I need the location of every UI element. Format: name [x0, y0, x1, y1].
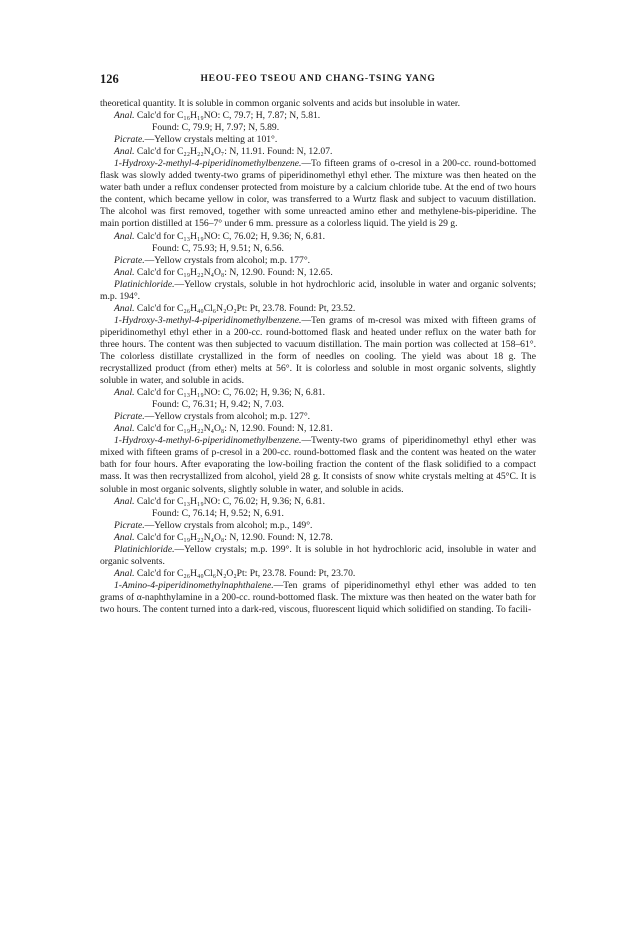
analysis-line: [100, 423, 536, 435]
derivative-text: —Yellow crystals from alcohol; m.p. 177°.: [144, 254, 311, 266]
derivative-label: Platinichloride.: [114, 278, 175, 290]
analysis-line: [100, 387, 536, 399]
derivative-line: [100, 520, 536, 532]
page-header: [100, 72, 536, 88]
derivative-line: [100, 544, 536, 568]
analysis-line: [100, 532, 536, 544]
analysis-text: Calc'd for C₂₂H₂₂N₄O₇: N, 11.91. Found: N, 12.07.: [134, 146, 333, 158]
compound-paragraph: [100, 435, 536, 495]
derivative-label: Picrate.: [114, 411, 145, 423]
found-text: Found: C, 75.93; H, 9.51; N, 6.56.: [152, 242, 284, 254]
analysis-text: Calc'd for C₁₃H₁₉NO: C, 76.02; H, 9.36; N, 6.81.: [134, 387, 325, 399]
analysis-label: Anal.: [114, 230, 135, 242]
analysis-line: [100, 496, 536, 508]
derivative-line: [100, 279, 536, 303]
derivative-text: —Yellow crystals from alcohol; m.p. 127°.: [144, 411, 311, 423]
analysis-text: Calc'd for C₂₆H₄₀Cl₆N₂O₂Pt: Pt, 23.78. Found: Pt, 23.52.: [134, 302, 356, 314]
found-line: [100, 243, 536, 255]
derivative-line: [100, 134, 536, 146]
derivative-text: —Yellow crystals, soluble in hot hydrochloric acid, insoluble in water and organic solvents; m.p. 194°.: [100, 278, 536, 302]
page-number: 126: [100, 72, 119, 86]
derivative-label: Platinichloride.: [114, 543, 175, 555]
analysis-text: Calc'd for C₁₉H₂₂N₄O₈: N, 12.90. Found: N, 12.78.: [134, 531, 333, 543]
analysis-label: Anal.: [114, 567, 135, 579]
analysis-label: Anal.: [114, 495, 135, 507]
derivative-label: Picrate.: [114, 134, 145, 146]
analysis-line: [100, 568, 536, 580]
analysis-line: [100, 267, 536, 279]
derivative-label: Picrate.: [114, 254, 145, 266]
paragraph-text: —Ten grams of m-cresol was mixed with fifteen grams of piperidinomethyl ethyl ether in a 200-cc. round-bottomed flask and heated under reflux on the water bath for three hours. The content was then subjected to vacuum distillation. The main portion was collected at 158–61°. The colorless distillate crystallized in the form of needles on cooling. The yield was about 18 g. The recrystallized product (from ether) melts at 56°. It is colorless and soluble in most organic solvents, slightly soluble in water, and soluble in acids.: [100, 314, 536, 387]
compound-paragraph: [100, 315, 536, 387]
analysis-label: Anal.: [114, 146, 135, 158]
found-text: Found: C, 76.31; H, 9.42; N, 7.03.: [152, 399, 284, 411]
analysis-label: Anal.: [114, 423, 135, 435]
analysis-text: Calc'd for C₁₃H₁₉NO: C, 76.02; H, 9.36; N, 6.81.: [134, 495, 325, 507]
compound-name: 1-Hydroxy-3-methyl-4-piperidinomethylbenzene.: [114, 314, 302, 326]
analysis-label: Anal.: [114, 531, 135, 543]
analysis-text: Calc'd for C₁₉H₂₂N₄O₈: N, 12.90. Found: N, 12.81.: [134, 423, 333, 435]
analysis-label: Anal.: [114, 266, 135, 278]
paragraph-text: theoretical quantity. It is soluble in common organic solvents and acids but insoluble in water.: [100, 98, 460, 109]
analysis-label: Anal.: [114, 110, 135, 122]
found-line: [100, 508, 536, 520]
derivative-line: [100, 411, 536, 423]
found-line: [100, 122, 536, 134]
derivative-text: —Yellow crystals melting at 101°.: [144, 134, 278, 146]
paragraph: [100, 98, 536, 110]
derivative-text: —Yellow crystals; m.p. 199°. It is soluble in hot hydrochloric acid, insoluble in water and organic solvents.: [100, 543, 536, 567]
paragraph-text: —Ten grams of piperidinomethyl ethyl ether was added to ten grams of α-naphthylamine in a 200-cc. round-bottomed flask. The mixture was then heated on the water bath for two hours. The content turned into a dark-red, viscous, fluorescent liquid which solidified on standing. To facili-: [100, 579, 536, 615]
article-body: [100, 98, 536, 616]
found-text: Found: C, 76.14; H, 9.52; N, 6.91.: [152, 507, 284, 519]
analysis-text: Calc'd for C₁₆H₁₉NO: C, 79.7; H, 7.87; N, 5.81.: [134, 110, 321, 122]
analysis-line: [100, 110, 536, 122]
compound-paragraph: [100, 580, 536, 616]
running-title: HEOU-FEO TSEOU AND CHANG-TSING YANG: [200, 74, 436, 84]
compound-name: 1-Hydroxy-4-methyl-6-piperidinomethylbenzene.: [114, 435, 302, 447]
derivative-label: Picrate.: [114, 519, 145, 531]
analysis-text: Calc'd for C₁₃H₁₉NO: C, 76.02; H, 9.36; N, 6.81.: [134, 230, 325, 242]
analysis-line: [100, 146, 536, 158]
found-text: Found: C, 79.9; H, 7.97; N, 5.89.: [152, 122, 280, 134]
analysis-label: Anal.: [114, 302, 135, 314]
analysis-text: Calc'd for C₁₉H₂₂N₄O₈: N, 12.90. Found: N, 12.65.: [134, 266, 333, 278]
compound-paragraph: [100, 158, 536, 230]
analysis-label: Anal.: [114, 387, 135, 399]
compound-name: 1-Amino-4-piperidinomethylnaphthalene.: [114, 579, 274, 591]
analysis-line: [100, 231, 536, 243]
derivative-line: [100, 255, 536, 267]
compound-name: 1-Hydroxy-2-methyl-4-piperidinomethylbenzene.: [114, 158, 302, 170]
derivative-text: —Yellow crystals from alcohol; m.p., 149°.: [144, 519, 313, 531]
analysis-text: Calc'd for C₂₆H₄₀Cl₆N₂O₂Pt: Pt, 23.78. Found: Pt, 23.70.: [134, 567, 356, 579]
paragraph-text: —Twenty-two grams of piperidinomethyl ethyl ether was mixed with fifteen grams of p-cresol in a 200-cc. round-bottomed flask and the content was heated on the water bath for four hours. After evaporating the low-boiling fraction the content of the flask solidified to a compact mass. It was then recrystallized from alcohol, yield 28 g. It consists of snow white crystals melting at 45°C. It is soluble in most organic solvents, slightly soluble in water, and soluble in acids.: [100, 435, 536, 495]
found-line: [100, 399, 536, 411]
analysis-line: [100, 303, 536, 315]
paragraph-text: —To fifteen grams of o-cresol in a 200-cc. round-bottomed flask was slowly added twenty-two grams of piperidinomethyl ethyl ether. The mixture was then heated on the water bath under a reflux condenser protected from moisture by a calcium chloride tube. At the end of two hours the content, which became yellow in color, was transferred to a Wurtz flask and subject to vacuum distillation. The alcohol was first removed, together with some unreacted amino ether and methylene-bis-piperidine. The main portion distilled at 156–7° under 6 mm. pressure as a colorless liquid. The yield is 29 g.: [100, 158, 536, 230]
